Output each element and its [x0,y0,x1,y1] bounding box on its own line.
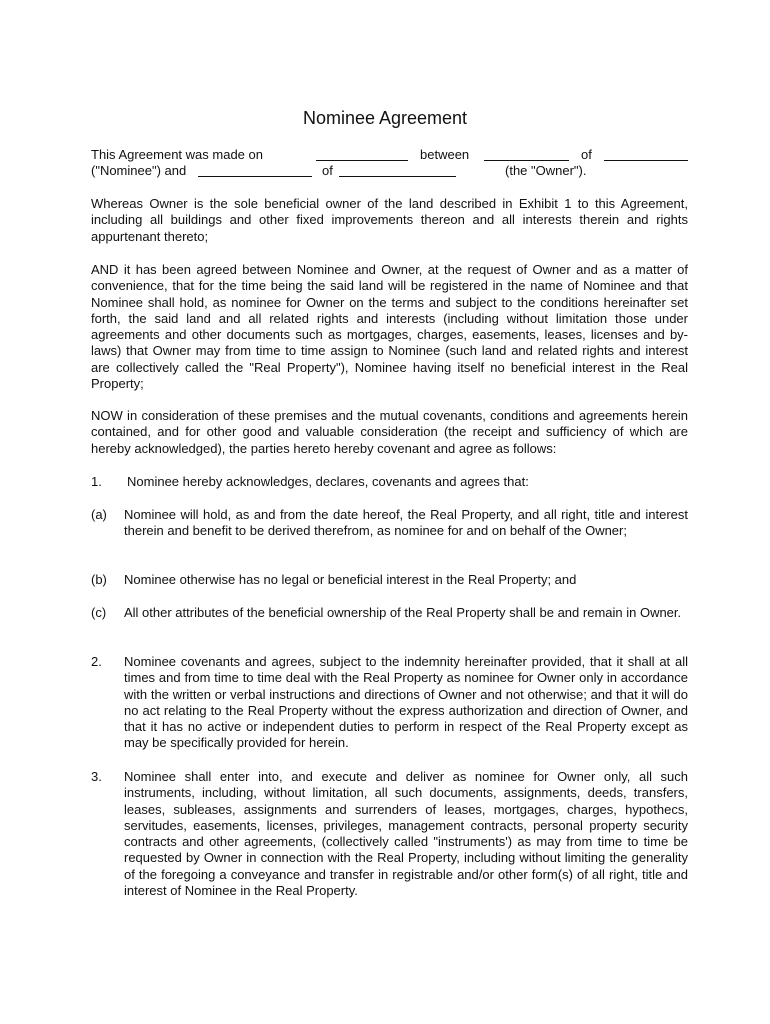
clause-3 [91,769,688,901]
of-label-1: of [581,147,592,162]
clause-number: (c) [91,605,107,620]
whereas-paragraph: Whereas Owner is the sole beneficial owner of the land described in Exhibit 1 to this Agreement, including all buildings and other fixed improvements thereon and all interests therein and rights appurtenant thereto; [91,196,688,244]
now-therefore-paragraph: NOW in consideration of these premises and the mutual covenants, conditions and agreements herein contained, and for other good and valuable consideration (the receipt and sufficiency of which are hereby acknowledged), the parties hereto hereby covenant and agree as follows: [91,408,688,456]
between-label: between [420,147,470,162]
clause-number: 1. [91,474,102,489]
clause-number: (b) [91,572,107,587]
clause-1a [91,507,688,557]
clause-text: Nominee covenants and agrees, subject to the indemnity hereinafter provided, that it shall at all times and from time to time deal with the Real Property as nominee for Owner only in accordance with the written or verbal instructions and directions of Owner and not otherwise; and that it will do no act relating to the Real Property without the express authorization and direction of Owner, and that it has no active or independent duties to perform in respect of the Real Property except as may be specifically provided for herein. [124,654,688,751]
clause-1b [91,572,688,589]
clause-2 [91,654,688,754]
clause-text: Nominee otherwise has no legal or beneficial interest in the Real Property; and [124,572,577,587]
and-agreed-paragraph: AND it has been agreed between Nominee and Owner, at the request of Owner and as a matter of convenience, that for the time being the said land will be registered in the name of Nominee and that Nominee shall hold, as nominee for Owner on the terms and subject to the conditions hereinafter set forth, the said land and all related rights and interests (including without limitation those under agreements and other documents such as mortgages, charges, easements, leases, licenses and by-laws) that Owner may from time to time assign to Nominee (such land and related rights and interest are collectively called the "Real Property"), Nominee having itself no beneficial interest in the Real Property; [91,262,688,392]
clause-text: Nominee shall enter into, and execute and deliver as nominee for Owner only, all such instruments, including, without limitation, all such documents, assignments, deeds, transfers, leases, subleases, assignments and surrenders of leases, mortgages, charges, hypothecs, servitudes, easements, licenses, privileges, management contracts, personal property security contracts and other agreements, (collectively called "instruments') as may from time to time be requested by Owner in connection with the Real Property, including without limiting the generality of the foregoing a conveyance and transfer in registrable and/or other form(s) of all right, title and interest of Nominee in the Real Property. [124,769,688,899]
clause-text: Nominee hereby acknowledges, declares, covenants and agrees that: [127,474,529,489]
owner-label: (the "Owner"). [505,163,587,178]
clause-number: 3. [91,769,102,784]
clause-text: All other attributes of the beneficial ownership of the Real Property shall be and remain in Owner. [124,605,682,620]
clause-number: 2. [91,654,102,669]
clause-1 [91,474,688,491]
document-title: Nominee Agreement [302,108,468,128]
nominee-label: ("Nominee") and [91,163,187,178]
clause-number: (a) [91,507,107,522]
parties-block [91,147,688,181]
made-on-label: This Agreement was made on [91,147,263,162]
clause-1c [91,605,688,639]
clause-text: Nominee will hold, as and from the date hereof, the Real Property, and all right, title and interest therein and benefit to be derived therefrom, as nominee for and on behalf of the Owner; [124,507,688,539]
of-label-2: of [322,163,333,178]
